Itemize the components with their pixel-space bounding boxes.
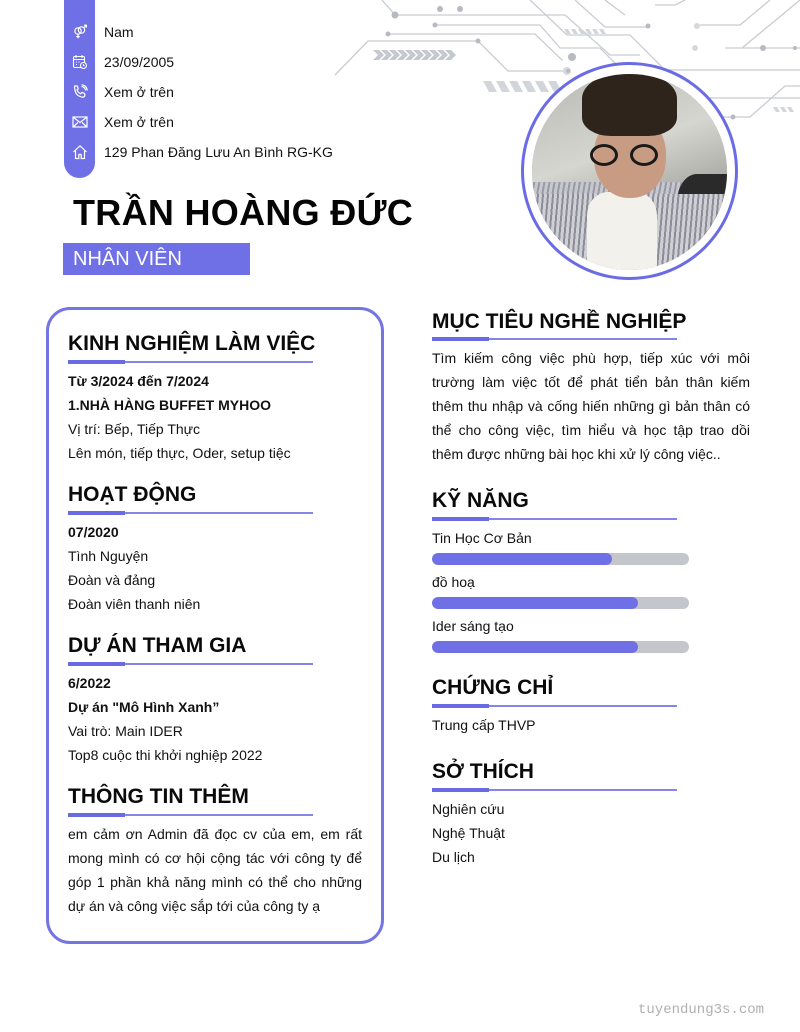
contact-address [64,142,333,162]
extra-title: THÔNG TIN THÊM [68,785,249,808]
activities-underline [68,510,313,515]
objective-title: MỤC TIÊU NGHỀ NGHIỆP [432,310,687,333]
activity-item: Tình Nguyện [68,548,149,564]
skill-bar [432,641,689,653]
experience-title: KINH NGHIỆM LÀM VIỆC [68,332,316,355]
projects-title: DỰ ÁN THAM GIA [68,634,247,657]
certificate-item: Trung cấp THVP [432,717,536,733]
hobby-item: Nghệ Thuật [432,825,505,841]
hobbies-title: SỞ THÍCH [432,760,534,783]
phone-value: Xem ở trên [104,84,174,100]
candidate-role-badge: NHÂN VIÊN [63,243,250,275]
hobby-item: Nghiên cứu [432,801,505,817]
objective-text: Tìm kiếm công việc phù hợp, tiếp xúc với môi trường làm việc tốt để phát tiển bản thân kiếm thêm thu nhập và cống hiến những gì bản thân có thể cho công việc, tìm hiểu và học tập trao dồi thêm được những bài học khi xử lý công việc.. [432,350,750,462]
candidate-name: TRẦN HOÀNG ĐỨC [73,192,414,233]
skill-name: Ider sáng tạo [432,618,514,634]
skill-name: Tin Học Cơ Bản [432,530,532,546]
projects-underline [68,661,313,666]
activity-item: Đoàn và đảng [68,572,156,588]
email-value: Xem ở trên [104,114,174,130]
skill-bar [432,553,689,565]
calendar-icon [64,52,95,72]
project-name: Dự án "Mô Hình Xanh” [68,699,220,715]
home-icon [64,142,95,162]
extra-text: em cảm ơn Admin đã đọc cv của em, em rất mong mình có cơ hội cộng tác với công ty để góp 1 phần khả năng mình có thể cho những dự án và công việc sắp tới của công ty ạ [68,826,362,914]
skill-name: đồ hoạ [432,574,475,590]
experience-company: 1.NHÀ HÀNG BUFFET MYHOO [68,397,271,413]
address-value: 129 Phan Đăng Lưu An Bình RG-KG [104,144,333,160]
contact-birthday [64,52,175,72]
phone-icon [64,82,95,102]
hobbies-underline [432,787,677,792]
project-achievement: Top8 cuộc thi khởi nghiệp 2022 [68,747,263,763]
birthday-value: 23/09/2005 [104,54,175,70]
watermark: tuyendung3s.com [638,1002,765,1018]
project-date: 6/2022 [68,675,111,691]
activities-title: HOẠT ĐỘNG [68,483,197,506]
objective-underline [432,336,677,341]
skill-bar-fill [432,641,638,653]
skills-underline [432,516,677,521]
experience-underline [68,359,313,364]
skill-bar-fill [432,597,638,609]
hobby-item: Du lịch [432,849,475,865]
activity-item: Đoàn viên thanh niên [68,596,201,612]
project-role: Vai trò: Main IDER [68,723,183,739]
activities-date: 07/2020 [68,524,119,540]
skill-bar [432,597,689,609]
contact-phone [64,82,174,102]
skills-title: KỸ NĂNG [432,489,529,512]
contact-email [64,112,174,132]
experience-position: Vị trí: Bếp, Tiếp Thực [68,421,201,437]
email-icon [64,112,95,132]
gender-icon [64,22,95,42]
avatar [532,74,727,270]
extra-underline [68,812,313,817]
experience-period: Từ 3/2024 đến 7/2024 [68,373,209,389]
skill-bar-fill [432,553,612,565]
certificates-title: CHỨNG CHỈ [432,676,554,699]
certificates-underline [432,703,677,708]
experience-duties: Lên món, tiếp thực, Oder, setup tiệc [68,445,291,461]
contact-gender [64,22,134,42]
gender-value: Nam [104,24,134,40]
